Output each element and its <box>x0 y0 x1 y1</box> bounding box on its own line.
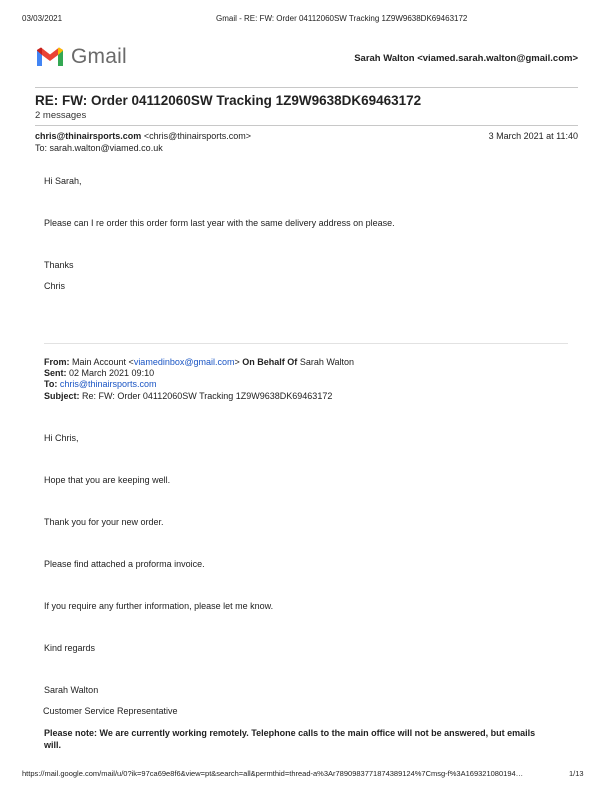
print-date: 03/03/2021 <box>22 14 63 23</box>
header-divider <box>35 87 578 88</box>
remote-working-note: Please note: We are currently working remotely. Telephone calls to the main office will not be answered, but emails will. <box>44 728 536 750</box>
message-count: 2 messages <box>35 110 87 121</box>
gmail-logo <box>35 44 130 70</box>
quoted-subject-value: Re: FW: Order 04112060SW Tracking 1Z9W9638DK69463172 <box>82 391 333 401</box>
signature: Chris <box>44 281 66 291</box>
quoted-sent-value: 02 March 2021 09:10 <box>69 368 155 378</box>
gmail-wordmark: Gmail <box>71 45 127 68</box>
quoted-line-2: Thank you for your new order. <box>44 517 164 527</box>
quoted-role: Customer Service Representative <box>43 706 178 716</box>
quoted-regards: Kind regards <box>44 643 96 653</box>
on-behalf-name: Sarah Walton <box>299 357 355 367</box>
message-date: 3 March 2021 at 11:40 <box>488 131 578 141</box>
quoted-greeting: Hi Chris, <box>44 433 79 443</box>
account-identity: Sarah Walton <viamed.sarah.walton@gmail.com> <box>354 53 578 64</box>
quoted-line-4: If you require any further information, please let me know. <box>44 601 274 611</box>
quoted-line-3: Please find attached a proforma invoice. <box>44 559 205 569</box>
quoted-to-label: To: <box>44 379 58 389</box>
sender-email-angle: <chris@thinairsports.com> <box>143 131 252 141</box>
quoted-sent <box>44 368 154 378</box>
quoted-from-name: Main Account < <box>72 357 134 367</box>
thread-subject: RE: FW: Order 04112060SW Tracking 1Z9W9638DK69463172 <box>35 93 422 108</box>
quoted-from <box>44 357 354 367</box>
quoted-name: Sarah Walton <box>44 685 99 695</box>
print-url: https://mail.google.com/mail/u/0?ik=97ca69e8f6&view=pt&search=all&permthid=thread-a%3Ar7890983771874389124%7Cmsg-f%3A169321080194… <box>22 769 524 778</box>
quoted-to-email-link[interactable]: chris@thinairsports.com <box>59 379 157 389</box>
quoted-from-close: > <box>234 357 240 367</box>
print-title: Gmail - RE: FW: Order 04112060SW Tracking 1Z9W9638DK69463172 <box>216 14 468 23</box>
thanks-line: Thanks <box>44 260 74 270</box>
quoted-to <box>44 379 157 389</box>
sender-email: chris@thinairsports.com <box>35 131 142 141</box>
gmail-m-icon <box>35 46 65 68</box>
quoted-line-1: Hope that you are keeping well. <box>44 475 171 485</box>
print-page-number: 1/13 <box>569 769 584 778</box>
message-from <box>35 131 251 141</box>
quoted-sent-label: Sent: <box>44 368 67 378</box>
quoted-subject-label: Subject: <box>44 391 80 401</box>
on-behalf-label: On Behalf Of <box>242 357 298 367</box>
message-body: Please can I re order this order form last year with the same delivery address on please. <box>44 218 395 228</box>
quoted-from-label: From: <box>44 357 70 367</box>
quoted-from-email-link[interactable]: viamedinbox@gmail.com <box>133 357 235 367</box>
message-to: To: sarah.walton@viamed.co.uk <box>35 143 163 153</box>
greeting: Hi Sarah, <box>44 176 82 186</box>
message-divider <box>35 125 578 126</box>
quoted-subject <box>44 391 332 401</box>
quote-separator <box>44 343 568 344</box>
